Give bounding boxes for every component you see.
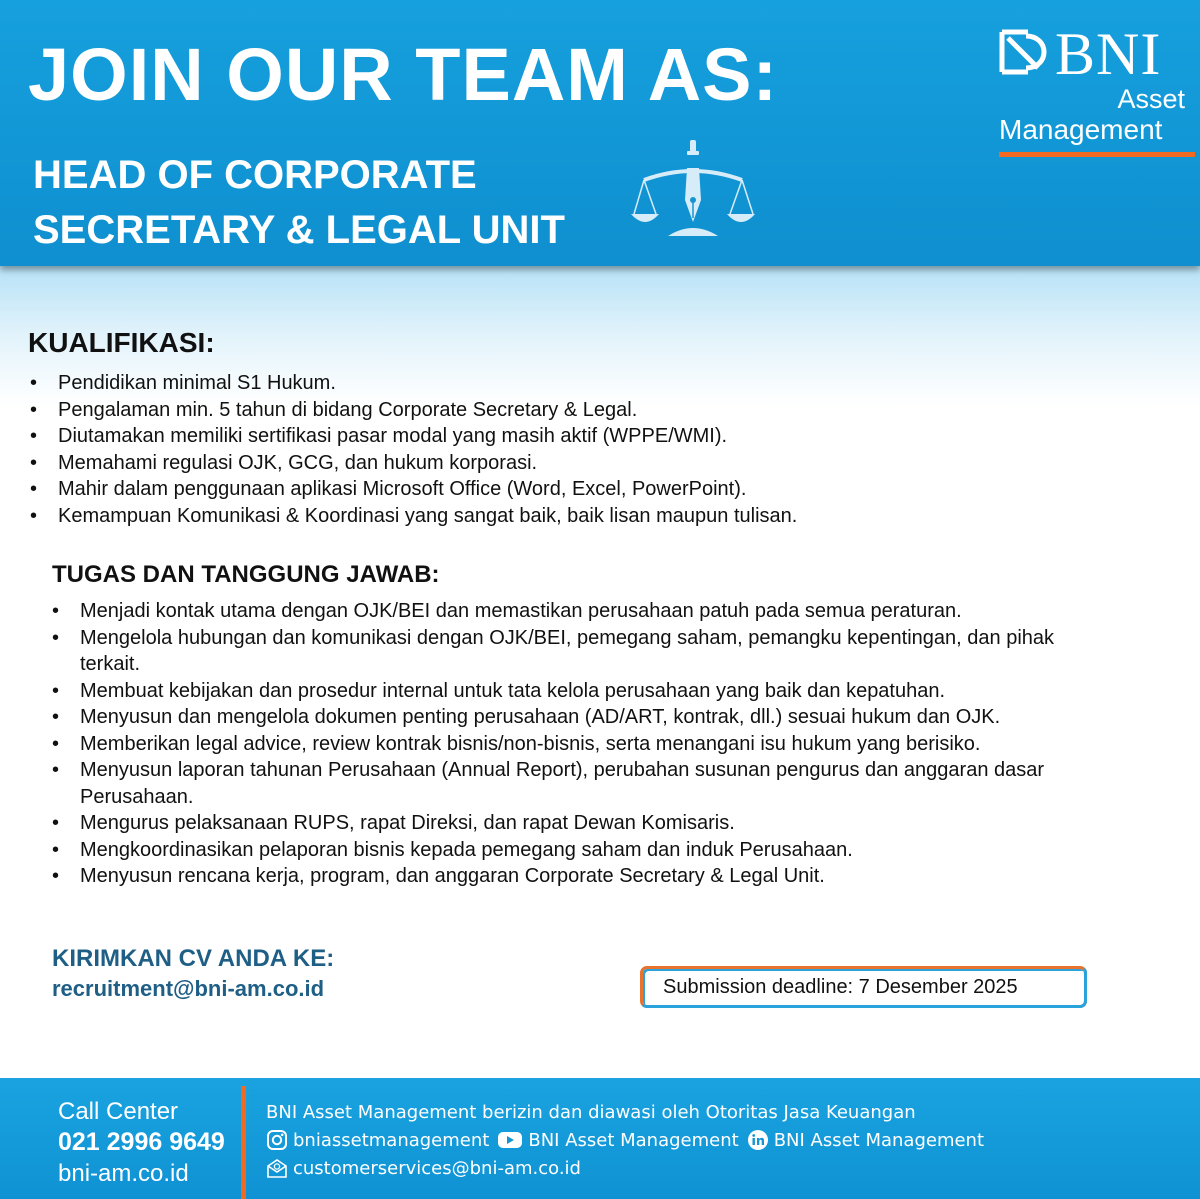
- customer-service-email[interactable]: customerservices@bni-am.co.id: [293, 1157, 581, 1179]
- header-banner: [0, 0, 1200, 266]
- logo-asset: Asset: [1117, 84, 1185, 114]
- linkedin-icon[interactable]: [747, 1129, 769, 1151]
- send-cv-heading: KIRIMKAN CV ANDA KE:: [52, 945, 335, 972]
- logo-underline: [999, 152, 1195, 157]
- regulation-text: BNI Asset Management berizin dan diawasi oleh Otoritas Jasa Keuangan: [266, 1101, 916, 1123]
- call-center-label: Call Center: [58, 1098, 179, 1125]
- position-title-line1: HEAD OF CORPORATE: [33, 153, 477, 197]
- youtube-icon[interactable]: [497, 1129, 523, 1151]
- instagram-icon[interactable]: [266, 1129, 288, 1151]
- bni-am-logo: [995, 21, 1195, 160]
- list-item: • Mengkoordinasikan pelaporan bisnis kepada pemegang saham dan induk Perusahaan.: [80, 837, 1110, 864]
- scales-of-justice-icon: [630, 138, 756, 244]
- youtube-channel[interactable]: BNI Asset Management: [528, 1129, 739, 1151]
- qualifications-heading: KUALIFIKASI:: [28, 327, 215, 358]
- list-item: • Menyusun dan mengelola dokumen penting perusahaan (AD/ART, kontrak, dll.) sesuai hukum dan OJK.: [80, 704, 1110, 731]
- bni-logo-mark-icon: [998, 28, 1058, 76]
- list-item: • Kemampuan Komunikasi & Koordinasi yang sangat baik, baik lisan maupun tulisan.: [58, 503, 1158, 530]
- website-link[interactable]: bni-am.co.id: [58, 1160, 189, 1187]
- footer-contacts: [266, 1098, 1166, 1182]
- list-item: • Mahir dalam penggunaan aplikasi Microsoft Office (Word, Excel, PowerPoint).: [58, 476, 1158, 503]
- email-icon: [266, 1157, 288, 1179]
- call-center-phone[interactable]: 021 2996 9649: [58, 1128, 225, 1156]
- list-item: • Pendidikan minimal S1 Hukum.: [58, 370, 1158, 397]
- list-item: • Mengurus pelaksanaan RUPS, rapat Direksi, dan rapat Dewan Komisaris.: [80, 810, 1110, 837]
- logo-management: Management: [999, 114, 1163, 145]
- logo-brand: BNI: [1055, 21, 1162, 87]
- regulation-line: [266, 1098, 1166, 1126]
- list-item: • Menjadi kontak utama dengan OJK/BEI dan memastikan perusahaan patuh pada semua peraturan.: [80, 598, 1110, 625]
- instagram-handle[interactable]: bniassetmanagement: [293, 1129, 490, 1151]
- list-item: • Memahami regulasi OJK, GCG, dan hukum korporasi.: [58, 450, 1158, 477]
- position-title-line2: SECRETARY & LEGAL UNIT: [33, 208, 565, 252]
- position-title: [33, 148, 565, 258]
- email-line: [266, 1154, 1166, 1182]
- duties-heading: TUGAS DAN TANGGUNG JAWAB:: [52, 561, 440, 588]
- social-line: [266, 1126, 1166, 1154]
- list-item: • Menyusun rencana kerja, program, dan anggaran Corporate Secretary & Legal Unit.: [80, 863, 1110, 890]
- recruitment-email-link[interactable]: recruitment@bni-am.co.id: [52, 976, 325, 1001]
- list-item: • Mengelola hubungan dan komunikasi dengan OJK/BEI, pemegang saham, pemangku kepentingan, dan pihak terkait.: [80, 625, 1110, 678]
- list-item: • Pengalaman min. 5 tahun di bidang Corporate Secretary & Legal.: [58, 397, 1158, 424]
- deadline-text: Submission deadline: 7 Desember 2025: [663, 976, 1018, 998]
- list-item: • Diutamakan memiliki sertifikasi pasar modal yang masih aktif (WPPE/WMI).: [58, 423, 1158, 450]
- linkedin-page[interactable]: BNI Asset Management: [773, 1129, 985, 1151]
- list-item: • Menyusun laporan tahunan Perusahaan (Annual Report), perubahan susunan pengurus dan anggaran dasar Perusahaan.: [80, 757, 1110, 810]
- list-item: • Memberikan legal advice, review kontrak bisnis/non-bisnis, serta menangani isu hukum yang berisiko.: [80, 731, 1110, 758]
- content-area: [0, 266, 1200, 1078]
- footer: [0, 1078, 1200, 1199]
- list-item: • Membuat kebijakan dan prosedur internal untuk tata kelola perusahaan yang baik dan kepatuhan.: [80, 678, 1110, 705]
- footer-divider: [241, 1086, 246, 1199]
- page-title: JOIN OUR TEAM AS:: [28, 33, 779, 116]
